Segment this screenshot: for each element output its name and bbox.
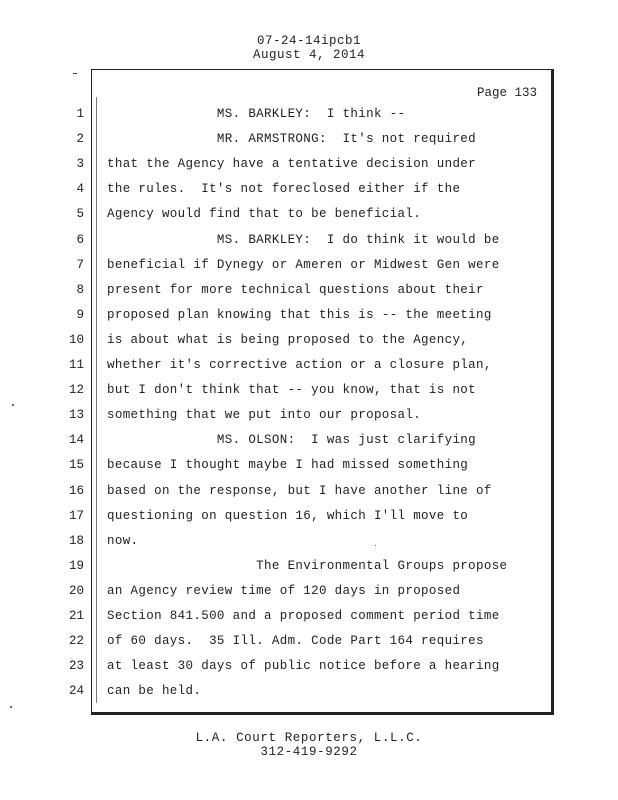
line-number: 8 <box>76 282 84 297</box>
line-number: 9 <box>76 307 84 322</box>
transcript-line: based on the response, but I have another line of <box>107 483 492 498</box>
transcript-line: whether it's corrective action or a closure plan, <box>107 358 492 372</box>
line-number: 11 <box>68 358 84 372</box>
line-number: 17 <box>68 508 84 523</box>
transcript-line: now. <box>107 533 139 548</box>
line-number: 4 <box>76 182 84 197</box>
line-number: 2 <box>76 132 84 147</box>
transcript-line: beneficial if Dynegy or Ameren or Midwest Gen were <box>107 257 500 272</box>
line-number: 3 <box>76 157 84 172</box>
line-number: 1 <box>76 107 84 121</box>
line-number: 14 <box>68 433 84 448</box>
transcript-line: that the Agency have a tentative decision under <box>107 157 477 172</box>
line-number: 19 <box>68 558 84 573</box>
line-number: 20 <box>68 583 84 598</box>
line-number: 18 <box>68 533 84 548</box>
transcript-line: MR. ARMSTRONG: It's not required <box>107 132 477 147</box>
scan-speck <box>375 545 376 546</box>
transcript-line: because I thought maybe I had missed something <box>107 458 469 473</box>
line-number: 7 <box>76 257 84 272</box>
line-number: 21 <box>68 609 84 623</box>
transcript-line: can be held. <box>107 684 202 699</box>
document-header-date: August 4, 2014 <box>252 48 366 62</box>
page-label: Page 133 <box>476 86 537 100</box>
document-header-title: 07-24-14ipcb1 <box>256 34 362 48</box>
margin-tick <box>73 73 77 74</box>
line-number: 10 <box>68 332 84 347</box>
transcript-line: the rules. It's not foreclosed either if the <box>107 182 461 197</box>
line-number: 16 <box>68 483 84 498</box>
line-number: 13 <box>68 408 84 423</box>
line-number: 12 <box>68 383 84 398</box>
transcript-line: proposed plan knowing that this is -- the meeting <box>107 307 492 322</box>
transcript-line: MS. OLSON: I was just clarifying <box>107 433 477 448</box>
transcript-line: questioning on question 16, which I'll move to <box>107 508 469 523</box>
line-number: 24 <box>68 684 84 699</box>
line-number: 15 <box>68 458 84 473</box>
line-number: 22 <box>68 634 84 649</box>
transcript-line: Section 841.500 and a proposed comment period time <box>107 609 500 623</box>
line-number: 23 <box>68 659 84 674</box>
transcript-line: at least 30 days of public notice before a hearing <box>107 659 500 674</box>
scan-speck <box>10 706 12 708</box>
transcript-line: MS. BARKLEY: I do think it would be <box>107 232 500 247</box>
transcript-line: something that we put into our proposal. <box>107 408 422 423</box>
transcript-line: MS. BARKLEY: I think -- <box>107 107 406 121</box>
transcript-line: but I don't think that -- you know, that is not <box>107 383 477 398</box>
transcript-line: present for more technical questions about their <box>107 282 484 297</box>
transcript-line: is about what is being proposed to the Agency, <box>107 332 469 347</box>
transcript-line: The Environmental Groups propose <box>107 558 508 573</box>
line-number: 6 <box>76 232 84 247</box>
scan-speck <box>12 404 14 406</box>
line-number-divider <box>96 97 97 703</box>
footer-reporter-name: L.A. Court Reporters, L.L.C. <box>195 731 423 745</box>
line-number: 5 <box>76 207 84 222</box>
footer-phone: 312-419-9292 <box>260 745 358 759</box>
transcript-line: an Agency review time of 120 days in proposed <box>107 583 461 598</box>
transcript-line: of 60 days. 35 Ill. Adm. Code Part 164 requires <box>107 634 484 649</box>
transcript-line: Agency would find that to be beneficial. <box>107 207 422 222</box>
